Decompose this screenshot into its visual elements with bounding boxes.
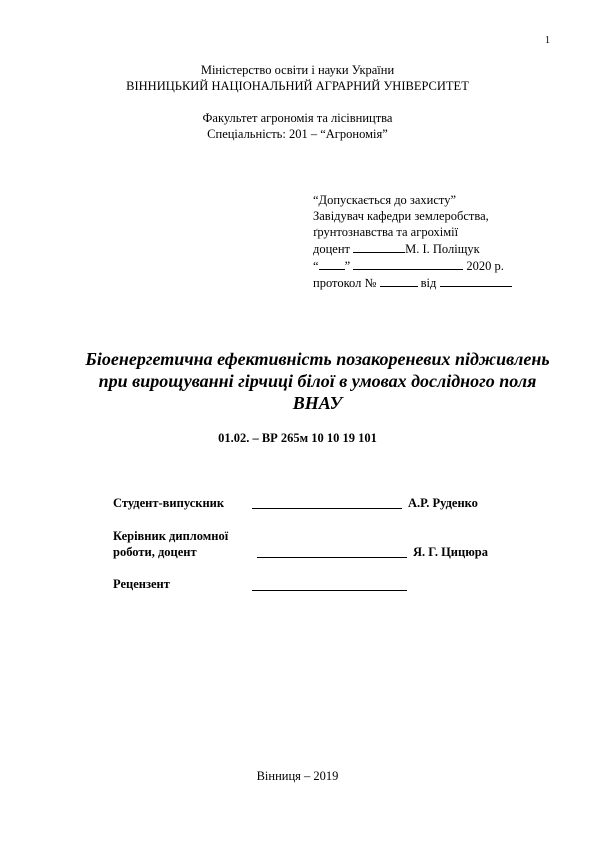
docent-prefix: доцент [313, 242, 350, 256]
month-line [353, 257, 463, 270]
faculty-line: Факультет агрономія та лісівництва [202, 111, 393, 125]
reviewer-signature-line [252, 578, 407, 595]
footer-city-year: Вінниця – 2019 [256, 769, 339, 783]
reviewer-label: Рецензент [113, 577, 170, 591]
approval-line-2: ґрунтознавства та агрохімії [313, 225, 459, 239]
approval-line-1: Завідувач кафедри землеробства, [313, 209, 489, 223]
day-line [319, 257, 345, 270]
approval-date [313, 257, 512, 274]
student-signature-line [252, 496, 402, 513]
supervisor-label-2: роботи, доцент [113, 545, 197, 559]
approval-block [313, 192, 512, 291]
docent-name: М. І. Поліщук [405, 242, 480, 256]
approval-protocol [313, 274, 512, 291]
supervisor-signature-line [257, 545, 407, 562]
thesis-code: 01.02. – ВР 265м 10 10 19 101 [218, 431, 377, 445]
supervisor-name: Я. Г. Цицюра [413, 545, 488, 559]
protocol-from: від [420, 276, 437, 290]
date-open-quote: “ [313, 259, 319, 273]
student-name: А.Р. Руденко [408, 496, 478, 510]
ministry-line: Міністерство освіти і науки України [200, 63, 395, 77]
specialty-line: Спеціальність: 201 – “Агрономія” [207, 127, 388, 141]
protocol-number-line [380, 274, 418, 287]
date-close-quote: ” [344, 259, 351, 273]
student-label: Студент-випускник [113, 496, 225, 510]
protocol-prefix: протокол № [313, 276, 377, 290]
approval-admitted: “Допускається до захисту” [313, 193, 456, 207]
supervisor-label-1: Керівник дипломної [113, 529, 229, 543]
title-line-3: ВНАУ [292, 393, 343, 413]
approval-docent [313, 240, 512, 257]
protocol-date-line [440, 274, 512, 287]
thesis-title [60, 348, 575, 414]
approval-year: 2020 р. [466, 259, 504, 273]
docent-signature-line [353, 240, 405, 253]
title-line-2: при вирощуванні гірчиці білої в умовах дослідного поля [98, 371, 537, 391]
title-line-1: Біоенергетична ефективність позакореневих підживлень [85, 349, 550, 369]
university-name: ВІННИЦЬКИЙ НАЦІОНАЛЬНИЙ АГРАРНИЙ УНІВЕРСИТЕТ [126, 79, 469, 93]
page-number: 1 [545, 35, 550, 46]
